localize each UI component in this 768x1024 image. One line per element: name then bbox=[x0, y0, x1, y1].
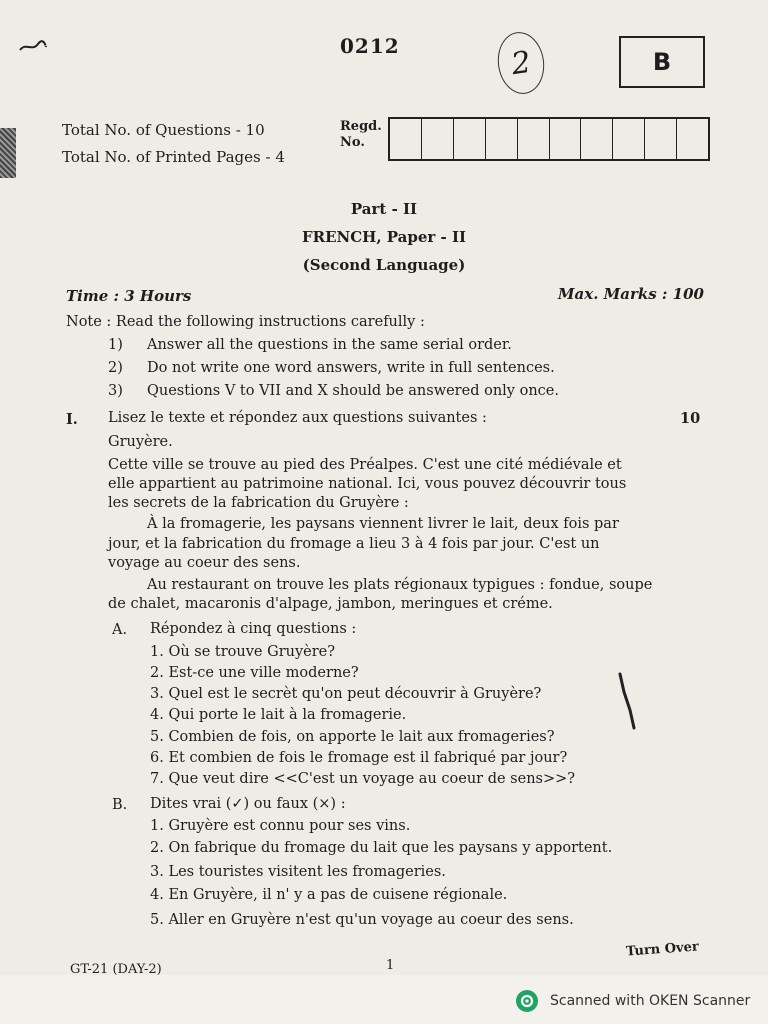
section-a-question: 1. Où se trouve Gruyère? bbox=[150, 644, 336, 660]
passage-line: les secrets de la fabrication du Gruyère : bbox=[108, 495, 409, 511]
scanner-label: Scanned with OKEN Scanner bbox=[550, 993, 751, 1009]
passage-line: elle appartient au patrimoine national. Ici, vous pouvez découvrir tous bbox=[108, 476, 627, 492]
passage-line: jour, et la fabrication du fromage a lieu 3 à 4 fois par jour. C'est un bbox=[108, 536, 600, 552]
reg-box bbox=[390, 119, 422, 159]
footer-code: GT-21 (DAY-2) bbox=[70, 962, 162, 977]
page-number: 1 bbox=[386, 958, 395, 973]
reg-box bbox=[486, 119, 518, 159]
section-a-question: 5. Combien de fois, on apporte le lait aux fromageries? bbox=[150, 729, 555, 745]
scanner-watermark bbox=[516, 990, 750, 1012]
reg-box bbox=[613, 119, 645, 159]
section-a-question: 2. Est-ce une ville moderne? bbox=[150, 665, 359, 681]
set-box: B bbox=[619, 36, 705, 88]
passage-title: Gruyère. bbox=[108, 434, 173, 450]
question-number: I. bbox=[66, 411, 78, 428]
passage-line: Au restaurant on trouve les plats régionaux typigues : fondue, soupe bbox=[147, 577, 653, 593]
reg-box bbox=[518, 119, 550, 159]
regd-label bbox=[340, 119, 382, 151]
section-a-question: 7. Que veut dire <<C'est un voyage au coeur de sens>>? bbox=[150, 771, 576, 787]
scanner-logo-icon bbox=[516, 990, 538, 1012]
part-title: Part - II bbox=[350, 200, 418, 218]
subject-title: FRENCH, Paper - II bbox=[301, 228, 467, 246]
note-item-text: Answer all the questions in the same serial order. bbox=[147, 337, 512, 353]
note-intro: Note : Read the following instructions carefully : bbox=[66, 314, 425, 330]
section-b-statement: 1. Gruyère est connu pour ses vins. bbox=[150, 818, 411, 834]
note-item-num: 1) bbox=[108, 337, 123, 353]
pen-stroke-mark bbox=[616, 672, 640, 732]
section-b-label: B. bbox=[112, 797, 128, 813]
question-instruction: Lisez le texte et répondez aux questions suivantes : bbox=[108, 410, 487, 426]
passage-line: À la fromagerie, les paysans viennent livrer le lait, deux fois par bbox=[147, 516, 619, 532]
note-item-text: Questions V to VII and X should be answered only once. bbox=[147, 383, 559, 399]
section-b-statement: 3. Les touristes visitent les fromageries. bbox=[150, 864, 446, 880]
section-a-question: 3. Quel est le secrèt qu'on peut découvrir à Gruyère? bbox=[150, 686, 542, 702]
section-a-title: Répondez à cinq questions : bbox=[150, 621, 357, 637]
regd-label-line1: Regd. bbox=[340, 119, 382, 134]
section-b-statement: 5. Aller en Gruyère n'est qu'un voyage au coeur des sens. bbox=[150, 912, 574, 928]
scribble-mark bbox=[18, 40, 48, 54]
question-marks: 10 bbox=[680, 410, 701, 427]
registration-number-boxes bbox=[388, 117, 710, 161]
reg-box bbox=[454, 119, 486, 159]
passage-line: Cette ville se trouve au pied des Préalpes. C'est une cité médiévale et bbox=[108, 457, 622, 473]
time-allowed: Time : 3 Hours bbox=[66, 287, 192, 305]
total-questions: Total No. of Questions - 10 bbox=[62, 121, 265, 139]
turn-over: Turn Over bbox=[625, 939, 700, 960]
reg-box bbox=[645, 119, 677, 159]
reg-box bbox=[677, 119, 708, 159]
section-b-statement: 4. En Gruyère, il n' y a pas de cuisene régionale. bbox=[150, 887, 508, 903]
max-marks: Max. Marks : 100 bbox=[557, 285, 704, 303]
regd-label-line2: No. bbox=[340, 135, 365, 150]
note-item-num: 3) bbox=[108, 383, 123, 399]
passage-line: de chalet, macaronis d'alpage, jambon, meringues et créme. bbox=[108, 596, 553, 612]
language-title: (Second Language) bbox=[302, 256, 466, 274]
reg-box bbox=[581, 119, 613, 159]
scan-edge-mark bbox=[0, 128, 16, 178]
paper-code: 0212 bbox=[340, 34, 400, 58]
handwritten-number: 2 bbox=[494, 29, 548, 97]
reg-box bbox=[422, 119, 454, 159]
section-a-label: A. bbox=[112, 622, 128, 638]
note-item-num: 2) bbox=[108, 360, 123, 376]
reg-box bbox=[550, 119, 582, 159]
section-b-statement: 2. On fabrique du fromage du lait que les paysans y apportent. bbox=[150, 840, 613, 856]
section-b-title: Dites vrai (✓) ou faux (×) : bbox=[150, 796, 346, 812]
note-item-text: Do not write one word answers, write in full sentences. bbox=[147, 360, 555, 376]
passage-line: voyage au coeur des sens. bbox=[108, 555, 301, 571]
section-a-question: 6. Et combien de fois le fromage est il fabriqué par jour? bbox=[150, 750, 568, 766]
section-a-question: 4. Qui porte le lait à la fromagerie. bbox=[150, 707, 407, 723]
total-pages: Total No. of Printed Pages - 4 bbox=[62, 148, 285, 166]
